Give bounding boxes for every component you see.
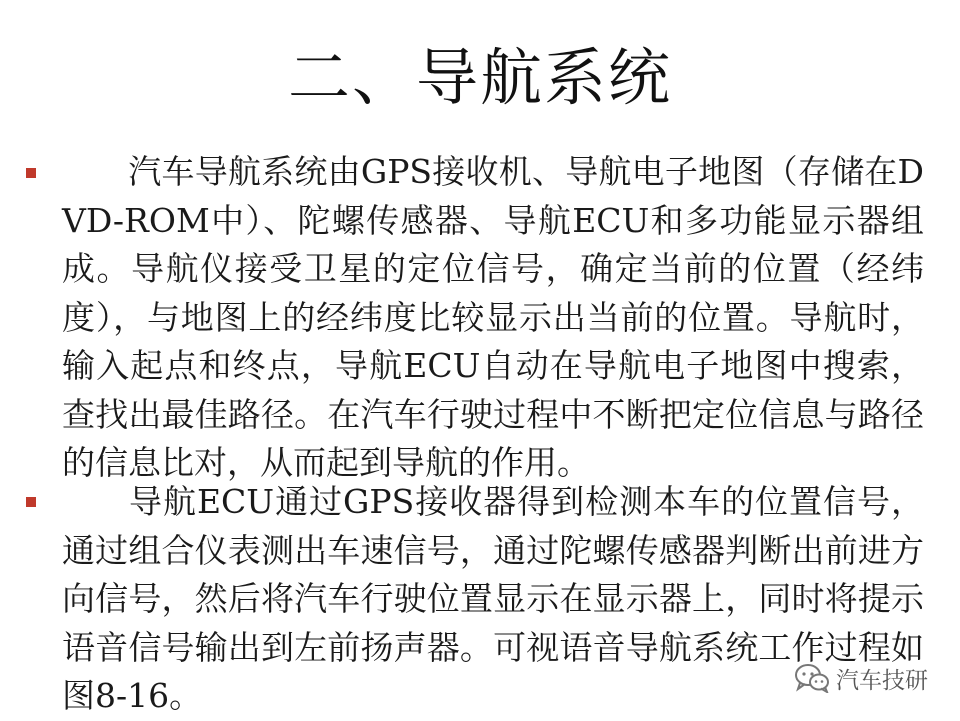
watermark [794, 660, 928, 696]
paragraph-1 [62, 148, 924, 488]
paragraph-1-text: 汽车导航系统由GPS接收机、导航电子地图（存储在DVD-ROM中）、陀螺传感器、导航ECU和多功能显示器组成。导航仪接受卫星的定位信号，确定当前的位置（经纬度），与地图上的经纬度比较显示出当前的位置。导航时，输入起点和终点，导航ECU自动在导航电子地图中搜索，查找出最佳路径。在汽车行驶过程中不断把定位信息与路径的信息比对，从而起到导航的作用。 [62, 152, 924, 482]
bullet-square-icon [26, 168, 36, 178]
paragraph-2-text: 导航ECU通过GPS接收器得到检测本车的位置信号，通过组合仪表测出车速信号，通过陀螺传感器判断出前进方向信号，然后将汽车行驶位置显示在显示器上，同时将提示语音信号输出到左前扬声器。可视语音导航系统工作过程如图8-16。 [62, 482, 924, 715]
watermark-text: 汽车技研 [836, 667, 928, 694]
bullet-square-icon [26, 497, 36, 507]
slide-title: 二、导航系统 [287, 41, 672, 114]
wechat-icon [794, 663, 830, 693]
